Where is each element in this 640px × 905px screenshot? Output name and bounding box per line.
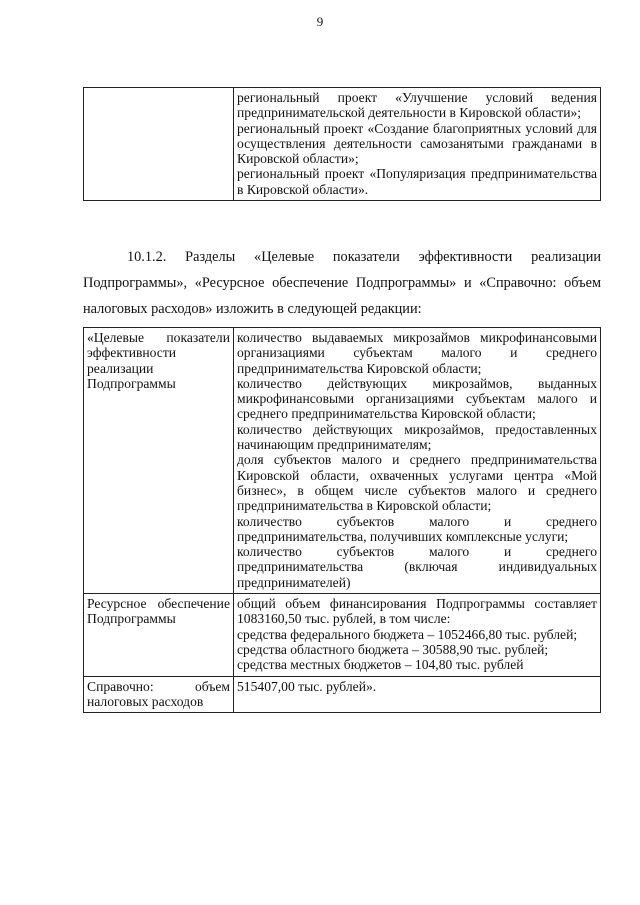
list-item: средства местных бюджетов – 104,80 тыс. рублей (237, 657, 524, 673)
table-row (84, 88, 601, 201)
regional-projects-cell (234, 88, 601, 201)
table-row (84, 328, 601, 594)
list-item: количество субъектов малого и среднего предпринимательства (включая индивидуальных предпринимателей) (237, 544, 597, 590)
tax-cell (234, 676, 601, 713)
list-item: количество действующих микрозаймов, выданных микрофинансовыми организациями субъектам малого и среднего предпринимательства Кировской области; (237, 375, 597, 422)
table-row (84, 676, 601, 713)
row-label-resources: Ресурсное обеспечение Подпрограммы (84, 594, 234, 676)
list-item: количество субъектов малого и среднего предпринимательства, получивших комплексные услуги; (237, 513, 597, 544)
continuation-table (83, 87, 601, 201)
list-item: региональный проект «Популяризация предпринимательства в Кировской области». (237, 166, 597, 197)
list-item: региональный проект «Улучшение условий ведения предпринимательской деятельности в Кировской области»; (237, 90, 597, 121)
indicators-cell (234, 328, 601, 594)
list-item: количество выдаваемых микрозаймов микрофинансовыми организациями субъектам малого и среднего предпринимательства Кировской области; (237, 330, 597, 376)
list-item: доля субъектов малого и среднего предпринимательства Кировской области, охваченных услугами центра «Мой бизнес», в общем числе субъектов малого и среднего предпринимательства в Кировской области; (237, 452, 597, 514)
empty-left-cell (84, 88, 234, 201)
list-item: средства областного бюджета – 30588,90 тыс. рублей; (237, 641, 549, 657)
row-label-tax: Справочно: объем налоговых расходов (84, 676, 234, 713)
page-number: 9 (316, 14, 324, 29)
passport-table (83, 327, 601, 713)
list-item: региональный проект «Создание благоприятных условий для осуществления деятельности самозанятыми гражданами в Кировской области»; (237, 120, 597, 167)
resources-cell (234, 594, 601, 676)
row-label-indicators: «Целевые показатели эффективности реализации Подпрограммы (84, 328, 234, 594)
amendment-paragraph: 10.1.2. Разделы «Целевые показатели эффективности реализации Подпрограммы», «Ресурсное обеспечение Подпрограммы» и «Справочно: объем налоговых расходов» изложить в следующей редакции: (83, 249, 601, 317)
table-row (84, 594, 601, 676)
list-item: 515407,00 тыс. рублей». (237, 678, 377, 694)
list-item: количество действующих микрозаймов, предоставленных начинающим предпринимателям; (237, 421, 597, 453)
list-item: средства федерального бюджета – 1052466,80 тыс. рублей; (237, 626, 578, 642)
list-item: общий объем финансирования Подпрограммы составляет 1083160,50 тыс. рублей, в том числе: (237, 596, 597, 627)
